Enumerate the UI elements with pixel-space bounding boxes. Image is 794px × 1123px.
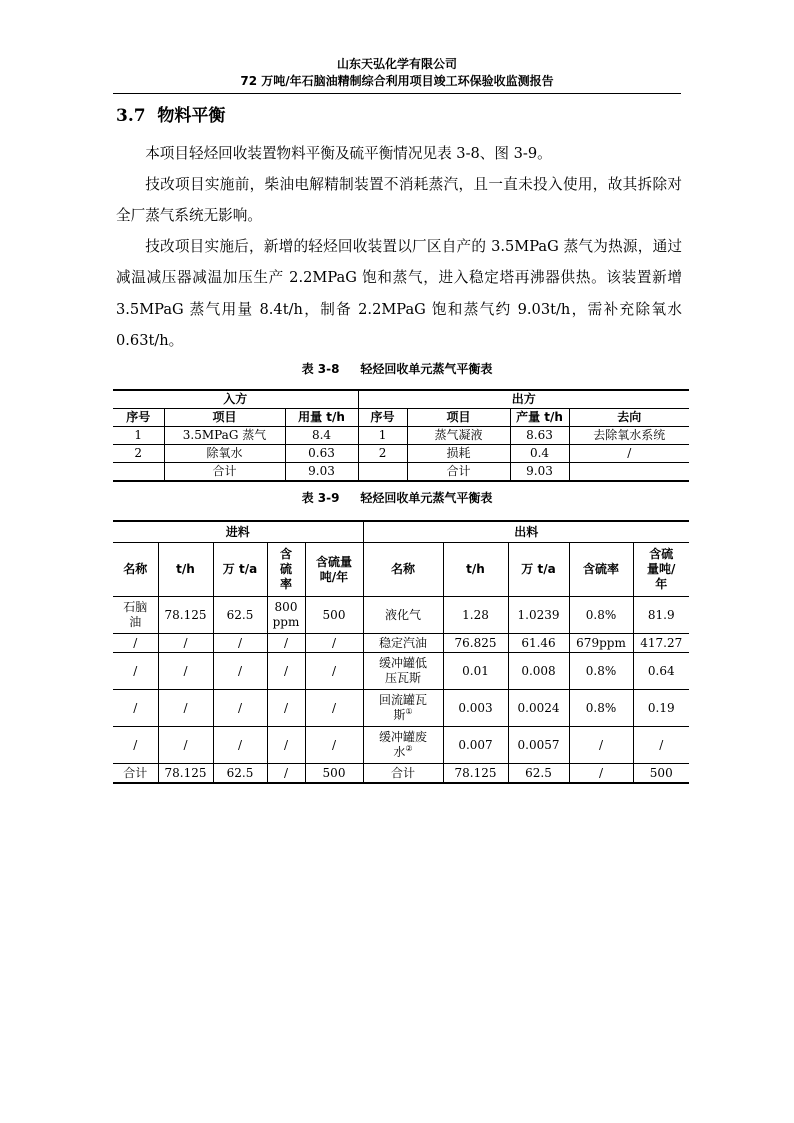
- table-cell: 石脑油: [113, 597, 158, 634]
- header-company: 山东天弘化学有限公司: [336, 57, 457, 71]
- table-row: [113, 690, 689, 727]
- table-cell: /: [569, 727, 633, 764]
- table-cell: 0.64: [633, 653, 689, 690]
- table-cell: 417.27: [633, 634, 689, 653]
- footnote-mark: ①: [405, 707, 413, 716]
- col-header: t/h: [443, 543, 508, 597]
- table-cell: 2: [113, 445, 164, 463]
- col-header: 含硫量吨/年: [305, 543, 363, 597]
- paragraph-2: 技改项目实施前，柴油电解精制装置不消耗蒸汽，且一直未投入使用，故其拆除对全厂蒸气系统无影响。: [116, 176, 682, 225]
- caption-title: 轻烃回收单元蒸气平衡表: [360, 491, 493, 505]
- table-cell: 78.125: [443, 764, 508, 784]
- table-cell: 0.01: [443, 653, 508, 690]
- table-cell: 1: [358, 427, 407, 445]
- table-group-header-row: [113, 521, 689, 543]
- table-cell: 除氧水: [164, 445, 285, 463]
- table-row: [113, 727, 689, 764]
- table-cell: /: [213, 634, 267, 653]
- table-cell: /: [113, 727, 158, 764]
- table-3-8-caption: [113, 361, 681, 377]
- table-cell: 液化气: [363, 597, 443, 634]
- table-cell: /: [158, 653, 213, 690]
- paragraph-3: 技改项目实施后，新增的轻烃回收装置以厂区自产的 3.5MPaG 蒸气为热源，通过减温减压器减温加压生产 2.2MPaG 饱和蒸气，进入稳定塔再沸器供热。该装置新增 3.5MPaG 蒸气用量 8.4t/h，制备 2.2MPaG 饱和蒸气约 9.03t/h，需补充除氧水 0.63t/h。: [116, 238, 682, 349]
- table-row: [113, 653, 689, 690]
- table-cell: /: [213, 690, 267, 727]
- col-header: t/h: [158, 543, 213, 597]
- table-group-header-row: [113, 390, 689, 409]
- table-cell: /: [267, 653, 305, 690]
- table-cell: [569, 463, 689, 482]
- table-cell: 500: [633, 764, 689, 784]
- table-header-row: [113, 409, 689, 427]
- group-header-feed: 进料: [113, 521, 363, 543]
- table-cell: /: [267, 764, 305, 784]
- table-cell: 合计: [164, 463, 285, 482]
- col-header: 用量 t/h: [285, 409, 358, 427]
- col-header: 序号: [358, 409, 407, 427]
- table-cell: 蒸气凝液: [407, 427, 510, 445]
- table-cell: 去除氧水系统: [569, 427, 689, 445]
- col-header: 万 t/a: [213, 543, 267, 597]
- col-header: 项目: [407, 409, 510, 427]
- section-number: 3.7: [116, 106, 146, 126]
- col-header: 含硫量吨/年: [633, 543, 689, 597]
- table-cell: /: [267, 634, 305, 653]
- col-header: 含硫率: [569, 543, 633, 597]
- cell-text: 缓冲罐废水: [378, 730, 427, 759]
- table-cell: 2: [358, 445, 407, 463]
- table-cell: 稳定汽油: [363, 634, 443, 653]
- table-cell: 8.63: [510, 427, 569, 445]
- section-title: 物料平衡: [157, 106, 226, 126]
- table-cell: /: [633, 727, 689, 764]
- table-cell: 800 ppm: [267, 597, 305, 634]
- table-cell: 0.63: [285, 445, 358, 463]
- table-cell: 78.125: [158, 597, 213, 634]
- table-total-row: [113, 764, 689, 784]
- table-cell: 合计: [113, 764, 158, 784]
- table-cell: /: [113, 690, 158, 727]
- table-cell: /: [213, 727, 267, 764]
- table-cell: /: [113, 653, 158, 690]
- table-cell: /: [569, 445, 689, 463]
- table-cell: /: [305, 727, 363, 764]
- table-cell: 1.28: [443, 597, 508, 634]
- col-header: 产量 t/h: [510, 409, 569, 427]
- table-cell: 8.4: [285, 427, 358, 445]
- steam-balance-table: [113, 389, 689, 482]
- table-cell: 1: [113, 427, 164, 445]
- table-cell: 0.008: [508, 653, 569, 690]
- col-header: 项目: [164, 409, 285, 427]
- table-cell: 9.03: [285, 463, 358, 482]
- paragraph-1: 本项目轻烃回收装置物料平衡及硫平衡情况见表 3-8、图 3-9。: [145, 145, 552, 162]
- footnote-mark: ②: [405, 744, 413, 753]
- col-header: 序号: [113, 409, 164, 427]
- table-cell: 500: [305, 597, 363, 634]
- table-cell: /: [305, 690, 363, 727]
- table-cell: 81.9: [633, 597, 689, 634]
- table-cell: /: [113, 634, 158, 653]
- page-header: [113, 56, 681, 90]
- col-header: 去向: [569, 409, 689, 427]
- table-cell: [358, 463, 407, 482]
- col-header: 万 t/a: [508, 543, 569, 597]
- table-header-row: [113, 543, 689, 597]
- table-total-row: [113, 463, 689, 482]
- table-cell: 9.03: [510, 463, 569, 482]
- table-cell: 500: [305, 764, 363, 784]
- col-header: 名称: [113, 543, 158, 597]
- table-row: [113, 427, 689, 445]
- table-cell: /: [213, 653, 267, 690]
- table-cell: 0.003: [443, 690, 508, 727]
- table-cell: 62.5: [213, 597, 267, 634]
- table-cell: 0.0024: [508, 690, 569, 727]
- group-header-discharge: 出料: [363, 521, 689, 543]
- cell-text: 回流罐瓦斯: [378, 693, 427, 722]
- table-cell: /: [305, 634, 363, 653]
- table-cell: [363, 727, 443, 764]
- table-cell: 78.125: [158, 764, 213, 784]
- table-cell: /: [305, 653, 363, 690]
- caption-title: 轻烃回收单元蒸气平衡表: [360, 362, 493, 376]
- table-row: [113, 597, 689, 634]
- table-cell: 0.8%: [569, 690, 633, 727]
- table-cell: [113, 463, 164, 482]
- group-header-in: 入方: [113, 390, 358, 409]
- table-cell: 缓冲罐低压瓦斯: [363, 653, 443, 690]
- table-cell: /: [569, 764, 633, 784]
- table-cell: 0.4: [510, 445, 569, 463]
- col-header: 名称: [363, 543, 443, 597]
- table-cell: 0.8%: [569, 597, 633, 634]
- col-header: 含硫率: [267, 543, 305, 597]
- table-cell: 0.0057: [508, 727, 569, 764]
- table-3-9-caption: [113, 490, 681, 506]
- table-cell: 0.19: [633, 690, 689, 727]
- table-cell: 合计: [407, 463, 510, 482]
- table-cell: [363, 690, 443, 727]
- table-row: [113, 445, 689, 463]
- table-cell: 0.007: [443, 727, 508, 764]
- table-cell: 76.825: [443, 634, 508, 653]
- table-cell: /: [158, 634, 213, 653]
- group-header-out: 出方: [358, 390, 689, 409]
- table-cell: /: [267, 690, 305, 727]
- header-divider: [113, 93, 681, 94]
- table-cell: /: [267, 727, 305, 764]
- table-cell: 1.0239: [508, 597, 569, 634]
- header-report-title: 72 万吨/年石脑油精制综合利用项目竣工环保验收监测报告: [240, 74, 554, 88]
- table-cell: 损耗: [407, 445, 510, 463]
- table-cell: 62.5: [213, 764, 267, 784]
- section-heading: [116, 104, 225, 128]
- table-cell: 61.46: [508, 634, 569, 653]
- table-row: [113, 634, 689, 653]
- table-cell: /: [158, 690, 213, 727]
- table-cell: 3.5MPaG 蒸气: [164, 427, 285, 445]
- table-cell: 62.5: [508, 764, 569, 784]
- caption-number: 表 3-8: [301, 362, 340, 376]
- sulfur-balance-table: [113, 520, 689, 784]
- table-cell: 合计: [363, 764, 443, 784]
- table-cell: /: [158, 727, 213, 764]
- caption-number: 表 3-9: [301, 491, 340, 505]
- table-cell: 679ppm: [569, 634, 633, 653]
- table-cell: 0.8%: [569, 653, 633, 690]
